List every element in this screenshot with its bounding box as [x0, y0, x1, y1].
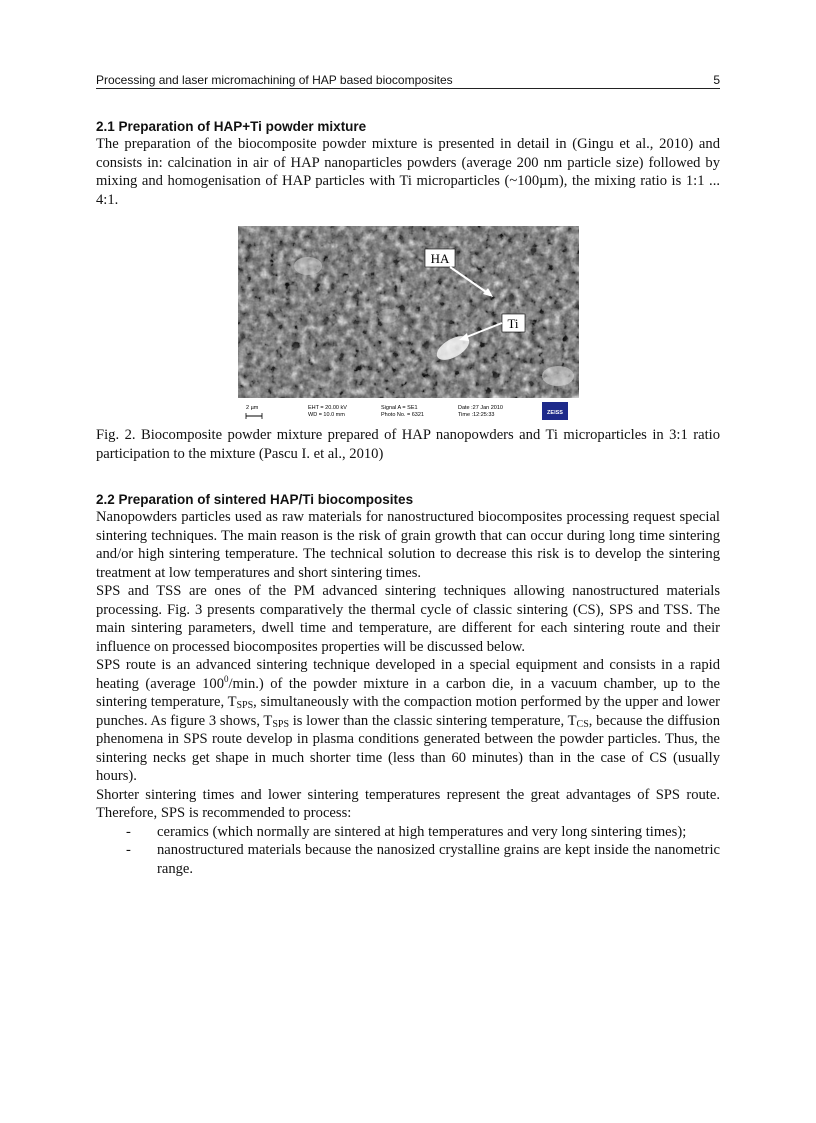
text-run: SPS route is an advanced sintering technique developed in a special equipment and consists in a rapid heating (average 100 — [96, 657, 720, 692]
running-title: Processing and laser micromachining of HAP based biocomposites — [96, 73, 453, 87]
page-number: 5 — [713, 73, 720, 87]
text-run: /min.) of the powder mixture in a carbon die, in a vacuum chamber, up to the sintering temperature, T — [96, 675, 720, 710]
date-value: Date :27 Jan 2010 — [458, 405, 503, 411]
subscript: SPS — [272, 718, 290, 730]
bullet-dash: - — [126, 842, 131, 858]
list-item — [96, 841, 720, 878]
text-run: is lower than the classic sintering temperature, T — [289, 712, 577, 729]
bullet-list — [96, 823, 720, 879]
running-header — [96, 71, 720, 89]
time-value: Time :12:25:33 — [458, 412, 495, 418]
photo-number: Photo No. = 6321 — [381, 412, 424, 418]
text-run: , simultaneously with the compaction motion performed by the upper and lower punches. As figure 3 shows, T — [96, 694, 720, 729]
figure-caption: Fig. 2. Biocomposite powder mixture prepared of HAP nanopowders and Ti microparticles in 3:1 ratio participation to the mixture (Pascu I. et al., 2010) — [96, 427, 720, 462]
eht-value: EHT = 20.00 kV — [308, 405, 347, 411]
paragraph: The preparation of the biocomposite powder mixture is presented in detail in (Gingu et al., 2010) and consists in: calcination in air of HAP nanoparticles powders (average 200 nm particle size) followed by mixing and homogenisation of HAP particles with Ti microparticles (~100µm), the mixing ratio is 1:1 ... 4:1. — [96, 136, 720, 208]
section-2-1 — [96, 118, 720, 209]
paragraph — [96, 656, 720, 786]
text-run: , because the diffusion phenomena in SPS route develop in plasma conditions generated between the powder particles. Thus, the sintering necks get shape in much shorter time (less than 60 minutes) than in the case of CS (usually hours). — [96, 712, 720, 784]
subscript: SPS — [236, 700, 254, 711]
list-item — [96, 823, 720, 842]
wd-value: WD = 10.0 mm — [308, 412, 345, 418]
paragraph: SPS and TSS are ones of the PM advanced sintering techniques allowing nanostructured materials processing. Fig. 3 presents comparatively the thermal cycle of classic sintering (CS), SPS and TSS. The main sintering parameters, dwell time and temperature, are different for each sintering route and their influence on processed biocomposites properties will be discussed below. — [96, 583, 720, 655]
zeiss-logo-text: ZEISS — [547, 410, 563, 416]
paragraph: Shorter sintering times and lower sintering temperatures represent the great advantages of SPS route. Therefore, SPS is recommended to process: — [96, 786, 720, 821]
sem-micrograph — [238, 226, 579, 425]
list-item-text: ceramics (which normally are sintered at high temperatures and very long sintering times); — [157, 823, 687, 840]
subscript: CS — [576, 718, 589, 730]
signal-value: Signal A = SE1 — [381, 405, 418, 411]
section-heading: 2.2 Preparation of sintered HAP/Ti biocomposites — [96, 492, 414, 507]
section-2-2 — [96, 491, 720, 878]
section-heading: 2.1 Preparation of HAP+Ti powder mixture — [96, 119, 367, 134]
ha-label: HA — [430, 251, 450, 266]
bullet-dash: - — [126, 823, 131, 840]
scale-bar-label: 2 µm — [246, 405, 259, 411]
superscript: 0 — [224, 673, 229, 684]
paragraph: Nanopowders particles used as raw materials for nanostructured biocomposites processing request special sintering techniques. The main reason is the risk of grain growth that can occur during long time sintering and/or high sintering temperature. The technical solution to decrease this risk is to develop the sintering treatment at low temperatures and short sintering times. — [96, 509, 720, 581]
list-item-text: nanostructured materials because the nanosized crystalline grains are kept inside the nanometric range. — [157, 842, 720, 877]
sem-micrograph-figure — [238, 226, 579, 425]
ti-label: Ti — [507, 316, 519, 331]
